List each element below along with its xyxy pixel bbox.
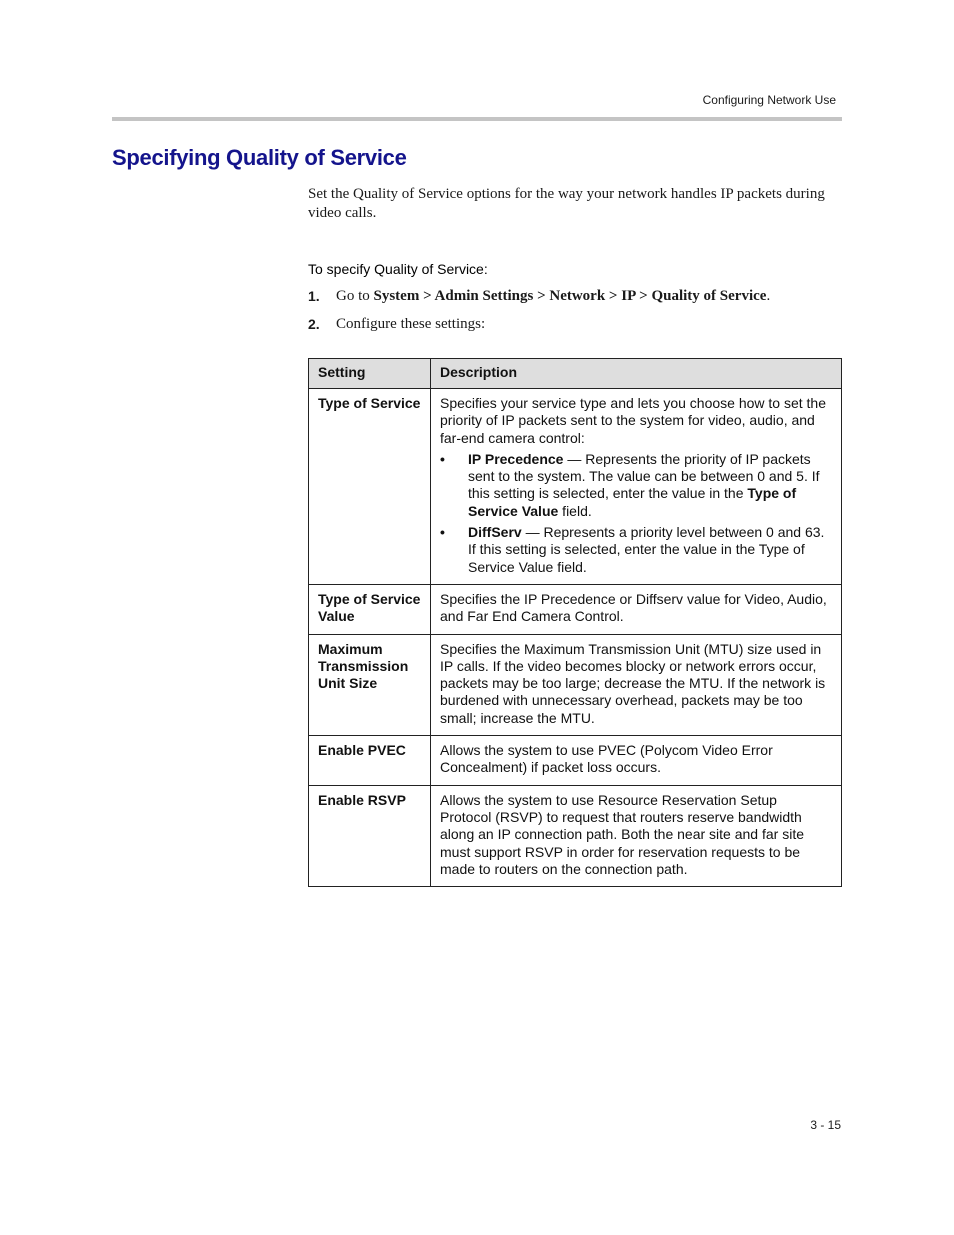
setting-description: Allows the system to use Resource Reservation Setup Protocol (RSVP) to request that routers reserve bandwidth along an IP connection path. Both the near site and far site must support RSVP in order for reservation requests to be made to routers on the connection path.: [431, 785, 842, 886]
header-setting: Setting: [309, 359, 431, 389]
setting-description: Specifies the IP Precedence or Diffserv value for Video, Audio, and Far End Camera Control.: [431, 584, 842, 634]
bullet-icon: •: [440, 524, 445, 541]
settings-table: [308, 358, 842, 887]
list-item: [440, 451, 832, 520]
running-header: Configuring Network Use: [702, 93, 836, 107]
setting-description: Specifies the Maximum Transmission Unit (MTU) size used in IP calls. If the video becomes blocky or network errors occur, packets may be too large; decrease the MTU. If the network is burdened with unnecessary overhead, packets may be too small; increase the MTU.: [431, 634, 842, 735]
option-text: field.: [558, 502, 592, 519]
setting-name: Type of Service Value: [309, 584, 431, 634]
description-text: Specifies your service type and lets you choose how to set the priority of IP packets sent to the system for video, audio, and far-end camera control:: [440, 395, 826, 446]
option-term: Type of Service Value: [468, 485, 797, 519]
list-item: [440, 524, 832, 576]
header-description: Description: [431, 359, 842, 389]
setting-name: Enable RSVP: [309, 785, 431, 886]
page-title: Specifying Quality of Service: [112, 145, 407, 170]
setting-description: Allows the system to use PVEC (Polycom Video Error Concealment) if packet loss occurs.: [431, 736, 842, 786]
step-suffix: .: [766, 288, 771, 304]
setting-name: Enable PVEC: [309, 736, 431, 786]
header-rule: [112, 117, 842, 121]
step-prefix: Go to: [336, 288, 374, 304]
option-term: IP Precedence: [468, 450, 564, 467]
table-row: [309, 736, 842, 786]
setting-name: Maximum Transmission Unit Size: [309, 634, 431, 735]
setting-name: Type of Service: [309, 389, 431, 585]
step-text: [336, 288, 770, 305]
step-number: 2.: [308, 316, 320, 332]
menu-path: System > Admin Settings > Network > IP > Quality of Service: [373, 288, 767, 304]
table-row: [309, 785, 842, 886]
intro-paragraph: Set the Quality of Service options for the way your network handles IP packets during video calls.: [308, 186, 825, 221]
table-row: [309, 584, 842, 634]
procedure-title: To specify Quality of Service:: [308, 261, 488, 277]
option-list: [440, 451, 832, 576]
option-term: DiffServ: [468, 524, 522, 541]
page-number: 3 - 15: [810, 1118, 841, 1132]
table-row: [309, 634, 842, 735]
option-text: — Represents a priority level between 0 and 63. If this setting is selected, enter the value in the Type of Service Value field.: [468, 524, 825, 575]
step-number: 1.: [308, 288, 320, 304]
setting-description: [431, 389, 842, 585]
table-row: [309, 389, 842, 585]
option-text: — Represents the priority of IP packets sent to the system. The value can be between 0 and 5. If this setting is selected, enter the value in the: [468, 450, 820, 502]
table-header-row: [309, 359, 842, 389]
bullet-icon: •: [440, 450, 445, 467]
step-text: Configure these settings:: [336, 316, 486, 332]
